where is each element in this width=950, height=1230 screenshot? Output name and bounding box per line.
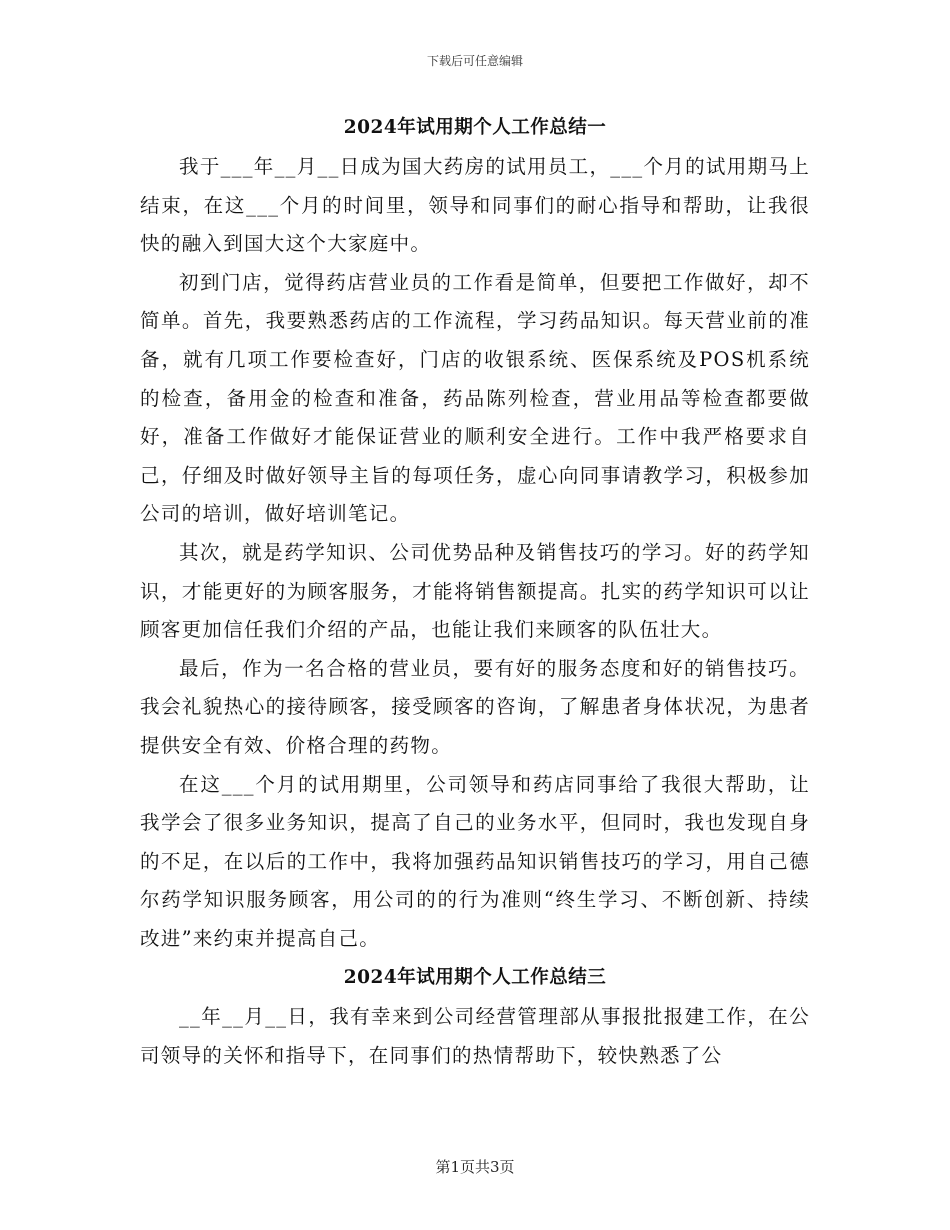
section-title: 2024年试用期个人工作总结一 — [343, 117, 607, 138]
section-summary-one — [140, 108, 810, 958]
section-title: 2024年试用期个人工作总结三 — [343, 967, 607, 989]
document-body — [140, 108, 810, 1076]
paragraph: 我于___年__月__日成为国大药房的试用员工，___个月的试用期马上结束，在这___个月的时间里，领导和同事们的耐心指导和帮助，让我很快的融入到国大这个大家庭中。 — [140, 155, 810, 256]
paragraph: __年__月__日，我有幸来到公司经营管理部从事报批报建工作，在公司领导的关怀和指导下，在同事们的热情帮助下，较快熟悉了公 — [140, 1005, 810, 1068]
paragraph: 初到门店，觉得药店营业员的工作看是简单，但要把工作做好，却不简单。首先，我要熟悉药店的工作流程，学习药品知识。每天营业前的准备，就有几项工作要检查好，门店的收银系统、医保系统及POS机系统的检查，备用金的检查和准备，药品陈列检查，营业用品等检查都要做好，准备工作做好才能保证营业的顺利安全进行。工作中我严格要求自己，仔细及时做好领导主旨的每项任务，虚心向同事请教学习，积极参加公司的培训，做好培训笔记。 — [140, 270, 810, 526]
paragraph: 其次，就是药学知识、公司优势品种及销售技巧的学习。好的药学知识，才能更好的为顾客服务，才能将销售额提高。扎实的药学知识可以让顾客更加信任我们介绍的产品，也能让我们来顾客的队伍壮大。 — [140, 540, 810, 642]
paragraph: 在这___个月的试用期里，公司领导和药店同事给了我很大帮助，让我学会了很多业务知识，提高了自己的业务水平，但同时，我也发现自身的不足，在以后的工作中，我将加强药品知识销售技巧的学习，用自己德尔药学知识服务顾客，用公司的的行为准则“终生学习、不断创新、持续改进”来约束并提高自己。 — [140, 772, 810, 950]
paragraph: 最后，作为一名合格的营业员，要有好的服务态度和好的销售技巧。我会礼貌热心的接待顾客，接受顾客的咨询，了解患者身体状况，为患者提供安全有效、价格合理的药物。 — [140, 656, 810, 757]
section-summary-three — [140, 958, 810, 1075]
page-header-note: 下载后可任意编辑 — [426, 54, 523, 68]
page-number: 第1页共3页 — [435, 1158, 515, 1176]
